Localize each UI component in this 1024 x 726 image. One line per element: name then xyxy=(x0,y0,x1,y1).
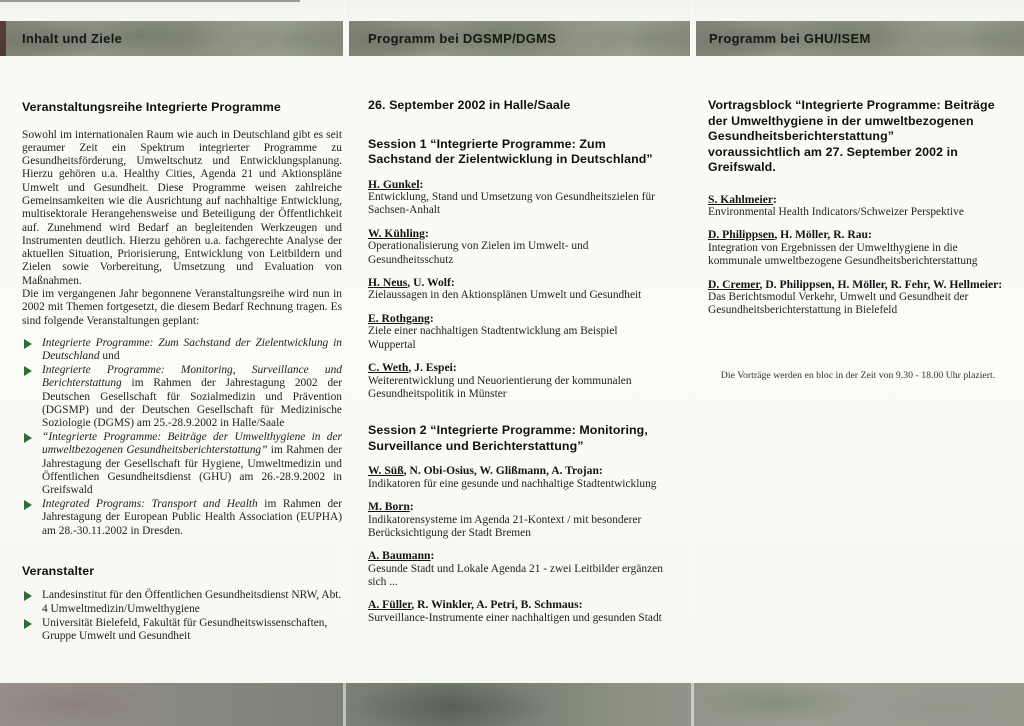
footer-band xyxy=(0,683,1024,726)
header-band-dgsmp xyxy=(349,21,690,56)
talk-title: Zielaussagen in den Aktionsplänen Umwelt und Gesundheit xyxy=(368,289,642,302)
talk-authors: H. Gunkel: xyxy=(368,177,424,191)
section-title-veranstaltungsreihe: Veranstaltungsreihe Integrierte Programme xyxy=(22,100,281,114)
arrow-bullet-icon xyxy=(24,339,32,349)
vortragsblock-subtitle: voraussichtlich am 27. September 2002 in Greifswald. xyxy=(708,144,958,174)
header-band-label: Programm bei DGSMP/DGMS xyxy=(368,31,557,46)
scan-artifact-line xyxy=(0,0,300,2)
talk xyxy=(368,500,664,540)
event-item xyxy=(22,431,342,497)
talk-title: Integration von Ergebnissen der Umwelthygiene in die kommunale umweltbezogene Gesundheitsberichterstattung xyxy=(708,241,978,268)
event-text: Integrierte Programme: Zum Sachstand der Zielentwicklung in Deutschland und xyxy=(42,336,342,363)
talk-title: Environmental Health Indicators/Schweizer Perspektive xyxy=(708,206,964,219)
organizer-list xyxy=(22,589,342,643)
event-item xyxy=(22,364,342,430)
intro-paragraphs xyxy=(22,129,342,328)
talk-title: Weiterentwicklung und Neuorientierung der kommunalen Gesundheitspolitik in Münster xyxy=(368,374,632,400)
talk-authors: W. Kühling: xyxy=(368,226,429,240)
header-band-inhalt xyxy=(0,21,343,56)
talk xyxy=(708,278,1008,318)
scheduling-note: Die Vorträge werden en bloc in der Zeit von 9.30 - 18.00 Uhr plaziert. xyxy=(720,369,996,381)
intro-paragraph-1: Sowohl im internationalen Raum wie auch in Deutschland gibt es seit geraumer Zeit ein Spektrum integrierter Programme zu Gesundheitsförderung, Umweltschutz und Entwicklungsplanung. Hierzu gehören u.a. Healthy Cities, Agenda 21 und Aktionspläne Umwelt und Gesundheit. Diese Programme weisen zahlreiche Gemeinsamkeiten wie die Ausrichtung auf nachhaltige Entwicklung, multisektorale Herangehensweise und Beteiligung der Öffentlichkeit auf. Zunehmend wird Bedarf an begleitenden Werkzeugen und Instrumenten deutlich. Hierzu gehören u.a. fachgerechte Analyse der aktuellen Situation, Priorisierung, Entwicklung von Leitbildern und Zielen sowie Vorbereitung, Umsetzung und Evaluation von Maßnahmen. xyxy=(22,128,342,287)
talk-title: Gesunde Stadt und Lokale Agenda 21 - zwei Leitbilder ergänzen sich ... xyxy=(368,562,663,589)
session1-title: Session 1 “Integrierte Programme: Zum Sachstand der Zielentwicklung in Deutschland” xyxy=(368,136,653,166)
event-list xyxy=(22,337,342,538)
talk-authors: D. Philippsen, H. Möller, R. Rau: xyxy=(708,228,872,242)
talk xyxy=(368,361,664,401)
event-text: Integrated Programs: Transport and Health im Rahmen der Jahrestagung der European Public Health Association (EUPHA) am 28.-30.11.2002 in Dresden. xyxy=(42,498,342,537)
panel-fold-line xyxy=(343,0,346,726)
intro-paragraph-2: Die im vergangenen Jahr begonnene Veranstaltungsreihe wird nun in 2002 mit Themen fortgesetzt, die diesem Bedarf Rechnung tragen. Es sind folgende Veranstaltungen geplant: xyxy=(22,288,342,327)
talk-title: Operationalisierung von Zielen im Umwelt- und Gesundheitsschutz xyxy=(368,240,589,266)
panel-inhalt-und-ziele xyxy=(22,100,342,644)
talk-authors: C. Weth, J. Espei: xyxy=(368,360,457,374)
talk xyxy=(368,276,664,303)
header-band-label: Inhalt und Ziele xyxy=(22,31,123,46)
talk xyxy=(368,178,664,218)
arrow-bullet-icon xyxy=(24,500,32,510)
talk-title: Indikatoren für eine gesunde und nachhaltige Stadtentwicklung xyxy=(368,477,657,490)
session2-talks xyxy=(368,464,664,625)
talk-authors: H. Neus, U. Wolf: xyxy=(368,275,455,289)
talk-authors: W. Süß, N. Obi-Osius, W. Glißmann, A. Trojan: xyxy=(368,464,603,478)
header-band-ghu xyxy=(696,21,1024,56)
vortragsblock-talks xyxy=(708,193,1008,318)
talk-title: Indikatorensysteme im Agenda 21-Kontext / mit besonderer Berücksichtigung der Stadt Bremen xyxy=(368,513,642,539)
talk-authors: D. Cremer, D. Philippsen, H. Möller, R. Fehr, W. Hellmeier: xyxy=(708,277,1003,291)
organizer-text: Landesinstitut für den Öffentlichen Gesundheitsdienst NRW, Abt. 4 Umweltmedizin/Umwelthygiene xyxy=(42,589,342,615)
talk-authors: A. Füller, R. Winkler, A. Petri, B. Schmaus: xyxy=(368,598,583,612)
arrow-bullet-icon xyxy=(24,366,32,376)
talk xyxy=(368,549,664,589)
talk xyxy=(368,464,664,491)
talk-authors: M. Born: xyxy=(368,500,414,514)
event-text: “Integrierte Programme: Beiträge der Umwelthygiene in der umweltbezogenen Gesundheitsberichterstattung” im Rahmen der Jahrestagung der Gesellschaft für Hygiene, Umweltmedizin und Öffentlichen Gesundheitsdienst (GHU) am 26.-28.9.2002 in Greifswald xyxy=(42,431,342,497)
organizer-item xyxy=(22,617,342,644)
organizer-item xyxy=(22,589,342,616)
talk-title: Surveillance-Instrumente einer nachhaltigen und gesunden Stadt xyxy=(368,612,662,624)
header-band-label: Programm bei GHU/ISEM xyxy=(709,31,871,46)
arrow-bullet-icon xyxy=(24,619,32,629)
talk xyxy=(368,227,664,267)
talk xyxy=(368,598,664,625)
talk-title: Ziele einer nachhaltigen Stadtentwicklung am Beispiel Wuppertal xyxy=(368,325,618,351)
talk xyxy=(368,312,664,352)
panel-fold-line xyxy=(691,0,694,726)
event-item xyxy=(22,337,342,364)
talk-authors: S. Kahlmeier: xyxy=(708,192,777,206)
event-text: Integrierte Programme: Monitoring, Surveillance und Berichterstattung im Rahmen der Jahrestagung 2002 der Deutschen Gesellschaft für Sozialmedizin und Prävention (DGSMP) und der Deutschen Gesellschaft für Medizinische Soziologie (DGMS) am 25.-28.9.2002 in Halle/Saale xyxy=(42,364,342,430)
talk xyxy=(708,193,1008,220)
talk xyxy=(708,228,1008,268)
section-title-veranstalter: Veranstalter xyxy=(22,563,95,578)
arrow-bullet-icon xyxy=(24,591,32,601)
session2-title: Session 2 “Integrierte Programme: Monitoring, Surveillance und Berichterstattung” xyxy=(368,423,648,453)
event-item xyxy=(22,498,342,538)
arrow-bullet-icon xyxy=(24,433,32,443)
vortragsblock-title: Vortragsblock “Integrierte Programme: Beiträge der Umwelthygiene in der umweltbezogenen Gesundheitsberichterstattung” xyxy=(708,98,995,143)
panel-programm-dgsmp-dgms xyxy=(368,98,664,634)
panel-programm-ghu-isem xyxy=(708,98,1008,381)
date-heading: 26. September 2002 in Halle/Saale xyxy=(368,98,571,112)
talk-title: Entwicklung, Stand und Umsetzung von Gesundheitszielen für Sachsen-Anhalt xyxy=(368,191,655,217)
talk-title: Das Berichtsmodul Verkehr, Umwelt und Gesundheit der Gesundheitsberichterstattung in Bielefeld xyxy=(708,291,969,317)
organizer-text: Universität Bielefeld, Fakultät für Gesundheitswissenschaften, Gruppe Umwelt und Gesundheit xyxy=(42,616,328,642)
talk-authors: A. Baumann: xyxy=(368,549,435,563)
talk-authors: E. Rothgang: xyxy=(368,311,434,325)
session1-talks xyxy=(368,178,664,402)
